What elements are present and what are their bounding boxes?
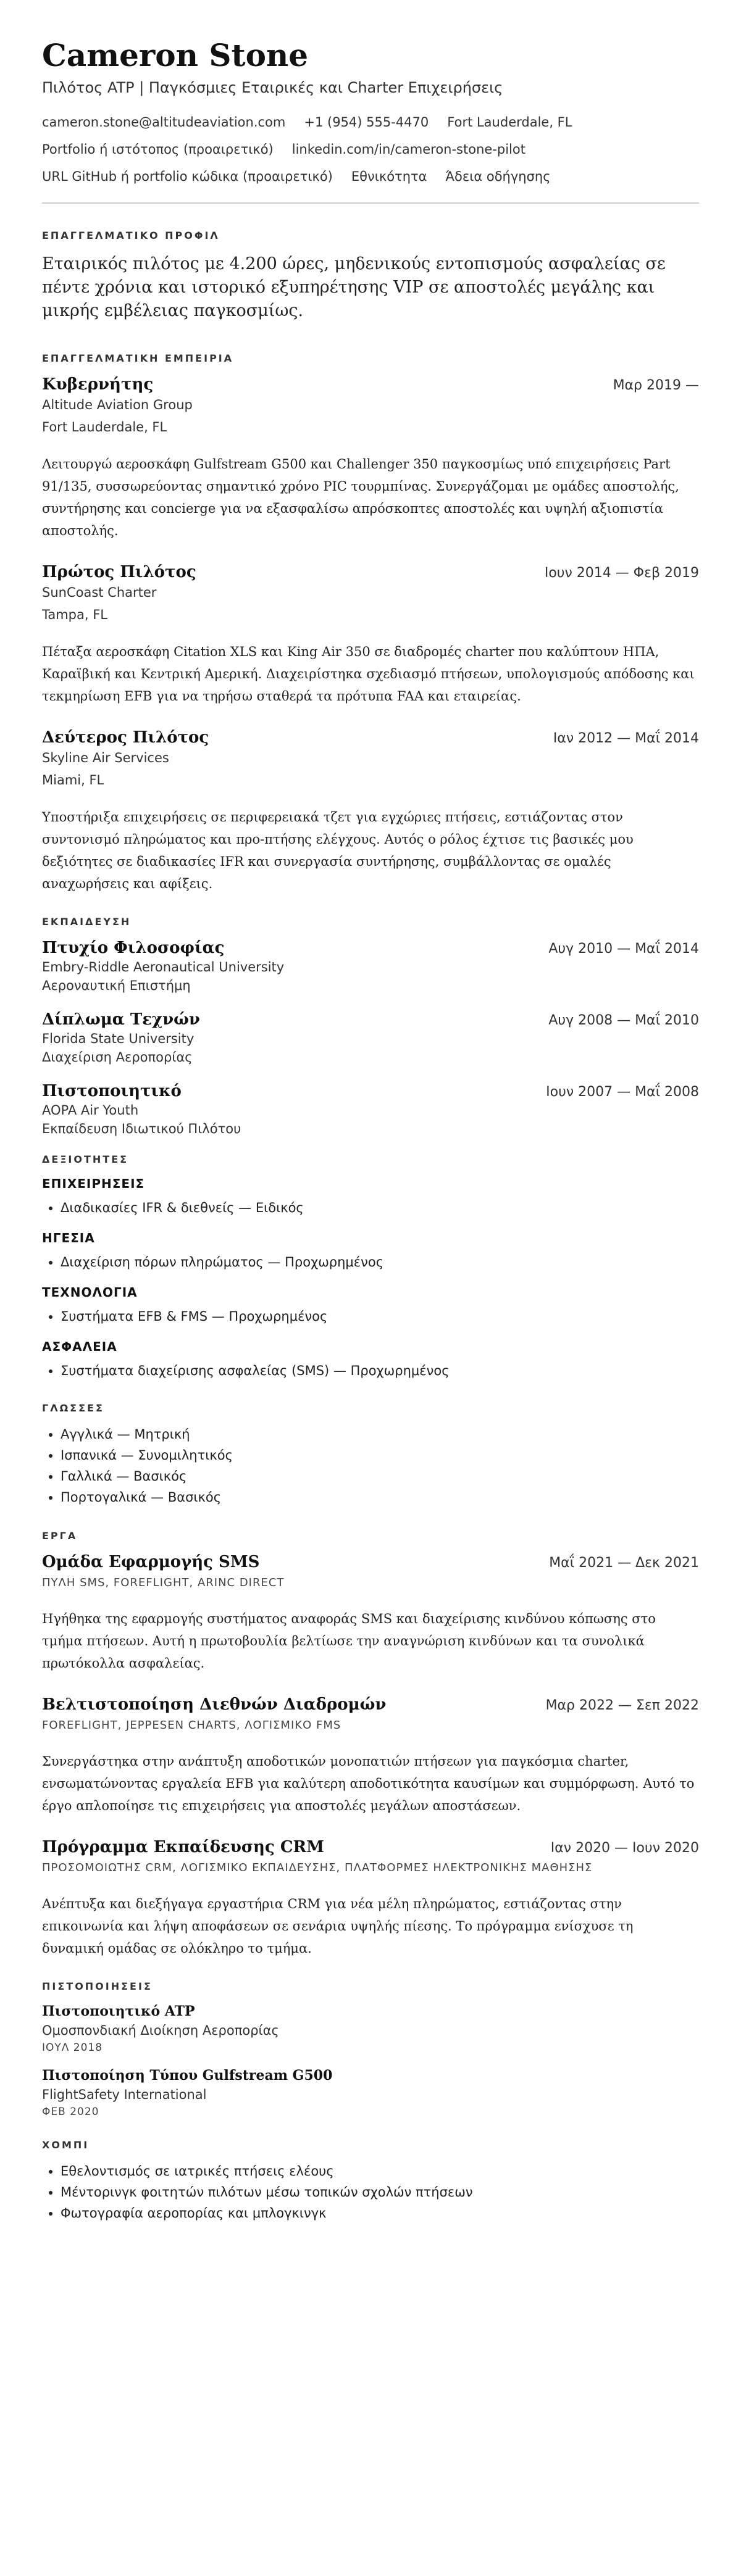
degree-title: Δίπλωμα Τεχνών [42,1010,200,1029]
school-name: Embry-Riddle Aeronautical University [42,960,285,974]
project-entry [42,1695,699,1817]
job-title: Δεύτερος Πιλότος [42,728,209,747]
certification-issuer: Ομοσπονδιακή Διοίκηση Αεροπορίας [42,2023,279,2038]
section-title: ΕΚΠΑΙΔΕΥΣΗ [42,916,132,928]
skill-group [42,1176,699,1218]
job-dates: Ιαν 2012 — Μαΐ 2014 [553,731,699,746]
job-description: Υποστήριξα επιχειρήσεις σε περιφερειακά τζετ για εγχώριες πτήσεις, εστιάζοντας στον συντονισμό πληρώματος και προ-πτήσης ελέγχους. Αυτός ο ρόλος έχτισε τις βασικές μου δεξιότητες σε διαδικασίες IFR και συνεργασία συντήρησης, συμβάλλοντας σε ομαλές αναχωρήσεις και αφίξεις. [42,810,634,891]
company-name: Skyline Air Services [42,750,169,765]
contact-row [42,137,699,162]
candidate-tagline: Πιλότος ATP | Παγκόσμιες Εταιρικές και Charter Επιχειρήσεις [42,79,503,96]
company-name: SunCoast Charter [42,585,157,600]
project-tech: FOREFLIGHT, JEPPESEN CHARTS, ΛΟΓΙΣΜΙΚΟ FMS [42,1719,341,1732]
skill-item: • Διαδικασίες IFR & διεθνείς — Ειδικός [61,1197,699,1218]
certification-date: ΦΕΒ 2020 [42,2106,99,2118]
certification-issuer: FlightSafety International [42,2087,207,2102]
section-title: ΠΙΣΤΟΠΟΙΗΣΕΙΣ [42,1980,153,1992]
education-dates: Αυγ 2010 — Μαΐ 2014 [548,941,699,957]
project-entry [42,1553,699,1674]
field-of-study: Αεροναυτική Επιστήμη [42,978,191,993]
hobby-item: • Μέντορινγκ φοιτητών πιλότων μέσω τοπικών σχολών πτήσεων [61,2182,699,2203]
profile-section [42,230,699,323]
certification-entry [42,2067,699,2118]
github-link[interactable]: URL GitHub ή portfolio κώδικα (προαιρετικό) [42,169,333,184]
candidate-name: Cameron Stone [42,37,309,73]
job-dates: Ιουν 2014 — Φεβ 2019 [544,565,699,581]
language-item: • Πορτογαλικά — Βασικός [61,1487,699,1508]
job-location: Miami, FL [42,773,104,787]
job-title: Κυβερνήτης [42,375,154,394]
section-title: ΕΡΓΑ [42,1530,78,1542]
projects-section [42,1530,699,1959]
section-title: ΧΟΜΠΙ [42,2139,90,2151]
hobby-item: • Φωτογραφία αεροπορίας και μπλογκινγκ [61,2203,699,2224]
linkedin-link[interactable]: linkedin.com/in/cameron-stone-pilot [291,142,525,157]
section-title: ΕΠΑΓΓΕΛΜΑΤΙΚΗ ΕΜΠΕΙΡΙΑ [42,352,234,364]
skill-item: • Συστήματα διαχείρισης ασφαλείας (SMS) — Προχωρημένος [61,1360,699,1381]
certification-entry [42,2003,699,2054]
job-description: Λειτουργώ αεροσκάφη Gulfstream G500 και Challenger 350 παγκοσμίως υπό επιχειρήσεις Part 91/135, συσσωρεύοντας σημαντικό χρόνο PIC τουρμπίνας. Συνεργάζομαι με ομάδες αποστολής, συντήρησης και concierge για να εξασφαλίσω απρόσκοπτες αποστολές και υψηλή αξιοπιστία αποστολής. [42,457,679,538]
education-entry [42,1010,699,1065]
degree-title: Πιστοποιητικό [42,1082,182,1100]
header-divider [42,202,699,204]
job-location: Tampa, FL [42,607,108,622]
job-location: Fort Lauderdale, FL [42,420,167,434]
email-link[interactable]: cameron.stone@altitudeaviation.com [42,115,286,130]
experience-entry [42,563,699,707]
certification-name: Πιστοποιητικό ATP [42,2003,195,2019]
profile-summary: Εταιρικός πιλότος με 4.200 ώρες, μηδενικούς εντοπισμούς ασφαλείας σε πέντε χρόνια και ιστορικό εξυπηρέτησης VIP σε αποστολές μεγάλης και μικρής εμβέλειας παγκοσμίως. [42,254,666,320]
project-name: Πρόγραμμα Εκπαίδευσης CRM [42,1838,324,1856]
project-name: Ομάδα Εφαρμογής SMS [42,1553,260,1571]
skill-category: ΑΣΦΑΛΕΙΑ [42,1339,117,1354]
portfolio-link[interactable]: Portfolio ή ιστότοπος (προαιρετικό) [42,142,274,157]
language-item: • Αγγλικά — Μητρική [61,1424,699,1445]
project-tech: ΠΡΟΣΟΜΟΙΩΤΗΣ CRM, ΛΟΓΙΣΜΙΚΟ ΕΚΠΑΙΔΕΥΣΗΣ, ΠΛΑΤΦΟΡΜΕΣ ΗΛΕΚΤΡΟΝΙΚΗΣ ΜΑΘΗΣΗΣ [42,1861,593,1874]
experience-section [42,352,699,895]
project-description: Συνεργάστηκα στην ανάπτυξη αποδοτικών μονοπατιών πτήσεων για παγκόσμια charter, ενσωματώνοντας εργαλεία EFB για καλύτερη αποδοτικότητα καυσίμων και συμμόρφωση. Αυτό το έργο απλοποίησε τις επιχειρήσεις για αποστολές μεγάλων αποστάσεων. [42,1754,695,1813]
field-of-study: Εκπαίδευση Ιδιωτικού Πιλότου [42,1121,241,1136]
contact-info [42,110,699,189]
skill-category: ΕΠΙΧΕΙΡΗΣΕΙΣ [42,1176,145,1191]
job-title: Πρώτος Πιλότος [42,563,196,581]
project-dates: Μαΐ 2021 — Δεκ 2021 [549,1555,699,1571]
resume-header [42,37,699,189]
education-entry [42,939,699,993]
project-tech: ΠΥΛΗ SMS, FOREFLIGHT, ARINC DIRECT [42,1576,285,1589]
project-description: Ηγήθηκα της εφαρμογής συστήματος αναφοράς SMS και διαχείρισης κινδύνου κόπωσης στο τμήμα πτήσεων. Αυτή η πρωτοβουλία βελτίωσε την αναγνώριση κινδύνων και τα συνολικά πρωτόκολλα ασφαλείας. [42,1611,656,1671]
company-name: Altitude Aviation Group [42,397,193,412]
school-name: AOPA Air Youth [42,1103,139,1118]
certifications-section [42,1980,699,2118]
location: Fort Lauderdale, FL [447,115,572,130]
project-dates: Ιαν 2020 — Ιουν 2020 [550,1840,699,1856]
skill-item: • Διαχείριση πόρων πληρώματος — Προχωρημένος [61,1252,699,1273]
languages-list [42,1424,699,1508]
contact-row [42,164,699,189]
project-description: Ανέπτυξα και διεξήγαγα εργαστήρια CRM για νέα μέλη πληρώματος, εστιάζοντας στην επικοινωνία και λήψη αποφάσεων σε σενάρια υψηλής πίεσης. Το πρόγραμμα ενίσχυσε τη δυναμική ομάδας σε ολόκληρο το τμήμα. [42,1897,634,1956]
job-dates: Μαρ 2019 — [613,378,699,393]
education-entry [42,1082,699,1136]
degree-title: Πτυχίο Φιλοσοφίας [42,939,225,957]
job-description: Πέταξα αεροσκάφη Citation XLS και King Air 350 σε διαδρομές charter που καλύπτουν ΗΠΑ, Καραϊβική και Κεντρική Αμερική. Διαχειρίστηκα σχεδιασμό πτήσεων, υπολογισμούς απόδοσης και τεκμηρίωση EFB για να τηρήσω σταθερά τα πρότυπα FAA και εταιρείας. [42,644,695,704]
section-title: ΔΕΞΙΟΤΗΤΕΣ [42,1153,129,1165]
hobbies-section [42,2139,699,2224]
languages-section [42,1402,699,1508]
contact-row [42,110,699,135]
education-section [42,916,699,1136]
skill-category: ΗΓΕΣΙΑ [42,1231,95,1245]
education-dates: Ιουν 2007 — Μαΐ 2008 [546,1084,699,1100]
section-title: ΕΠΑΓΓΕΛΜΑΤΙΚΟ ΠΡΟΦΙΛ [42,230,220,241]
project-dates: Μαρ 2022 — Σεπ 2022 [545,1698,699,1713]
skill-category: ΤΕΧΝΟΛΟΓΙΑ [42,1285,138,1300]
education-dates: Αυγ 2008 — Μαΐ 2010 [548,1013,699,1028]
certification-date: ΙΟΥΛ 2018 [42,2042,103,2054]
certification-name: Πιστοποίηση Τύπου Gulfstream G500 [42,2067,333,2084]
section-title: ΓΛΩΣΣΕΣ [42,1402,104,1414]
nationality: Εθνικότητα [351,169,427,184]
skill-group [42,1231,699,1273]
skills-section [42,1153,699,1381]
project-name: Βελτιστοποίηση Διεθνών Διαδρομών [42,1695,387,1714]
experience-entry [42,375,699,542]
school-name: Florida State University [42,1031,195,1046]
experience-entry [42,728,699,895]
project-entry [42,1838,699,1959]
skill-group [42,1285,699,1327]
phone-number[interactable]: +1 (954) 555-4470 [304,115,429,130]
field-of-study: Διαχείριση Αεροπορίας [42,1050,193,1065]
skill-group [42,1339,699,1381]
language-item: • Ισπανικά — Συνομιλητικός [61,1445,699,1466]
hobby-item: • Εθελοντισμός σε ιατρικές πτήσεις ελέους [61,2161,699,2182]
hobbies-list [42,2161,699,2224]
language-item: • Γαλλικά — Βασικός [61,1466,699,1487]
driving-license: Άδεια οδήγησης [445,169,551,184]
skill-item: • Συστήματα EFB & FMS — Προχωρημένος [61,1306,699,1327]
